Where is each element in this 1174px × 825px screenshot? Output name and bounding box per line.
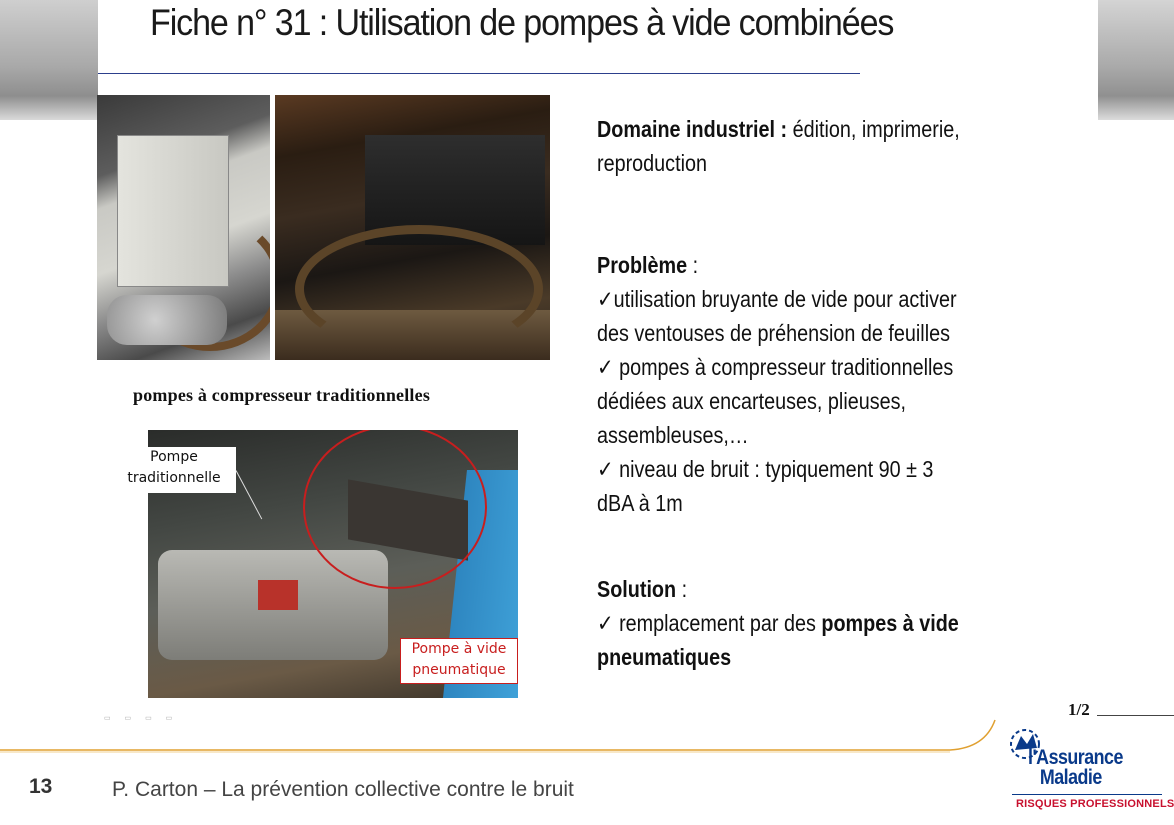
solution-line: ✓ remplacement par des [597,610,822,636]
decorative-side-right [1098,0,1174,120]
photo-hose [295,225,543,353]
decorative-side-left [0,0,98,120]
label-traditional-pump [112,447,236,493]
photo-tiny-marks: ▭ ▭ ▭ ▭ [104,715,179,722]
photo-press-machine [275,95,550,360]
title-underline [98,73,860,74]
probleme-heading: Problème [597,252,688,278]
slide-title: Fiche n° 31 : Utilisation de pompes à vide combinées [150,2,894,43]
section-domaine [597,112,1019,180]
probleme-colon: : [687,252,699,278]
section-probleme [597,248,1015,520]
page-indicator: 1/2 [1068,700,1090,719]
probleme-line: des ventouses de préhension de feuilles [597,320,950,346]
probleme-line: ✓ niveau de bruit : typiquement 90 ± 3 [597,456,934,482]
label-line: traditionnelle [127,470,221,486]
solution-emphasis: pneumatiques [597,644,732,670]
probleme-line: ✓utilisation bruyante de vide pour activer [597,286,957,312]
label-pneumatic-pump [400,638,518,684]
slide-number: 13 [29,775,53,798]
domaine-heading: Domaine industriel : [597,116,788,142]
probleme-line: dBA à 1m [597,490,683,516]
highlight-circle [303,430,487,589]
label-line: pneumatique [412,662,506,678]
logo-name-line: Maladie [1039,766,1102,789]
photo-cabinet-pump [97,95,270,360]
solution-heading: Solution [597,576,677,602]
photo-red-tag [258,580,298,610]
probleme-line: assembleuses,… [597,422,749,448]
label-line: Pompe [150,449,198,465]
solution-colon: : [676,576,688,602]
domaine-text: reproduction [597,150,707,176]
solution-emphasis: pompes à vide [821,610,959,636]
photo-motor [107,295,227,345]
footer-decorative-curve [0,700,1174,760]
logo-subtitle: RISQUES PROFESSIONNELS [1016,798,1174,810]
photo-caption: pompes à compresseur traditionnelles [133,385,431,405]
footer-text: P. Carton – La prévention collective contre le bruit [112,778,574,801]
logo-name-line: l'Assurance [1028,746,1123,769]
domaine-text: édition, imprimerie, [787,116,960,142]
probleme-line: ✓ pompes à compresseur traditionnelles [597,354,954,380]
section-solution [597,572,1018,674]
probleme-line: dédiées aux encarteuses, plieuses, [597,388,906,414]
logo-wordmark [1028,748,1123,788]
logo-rule [1012,794,1162,795]
label-line: Pompe à vide [411,641,507,657]
